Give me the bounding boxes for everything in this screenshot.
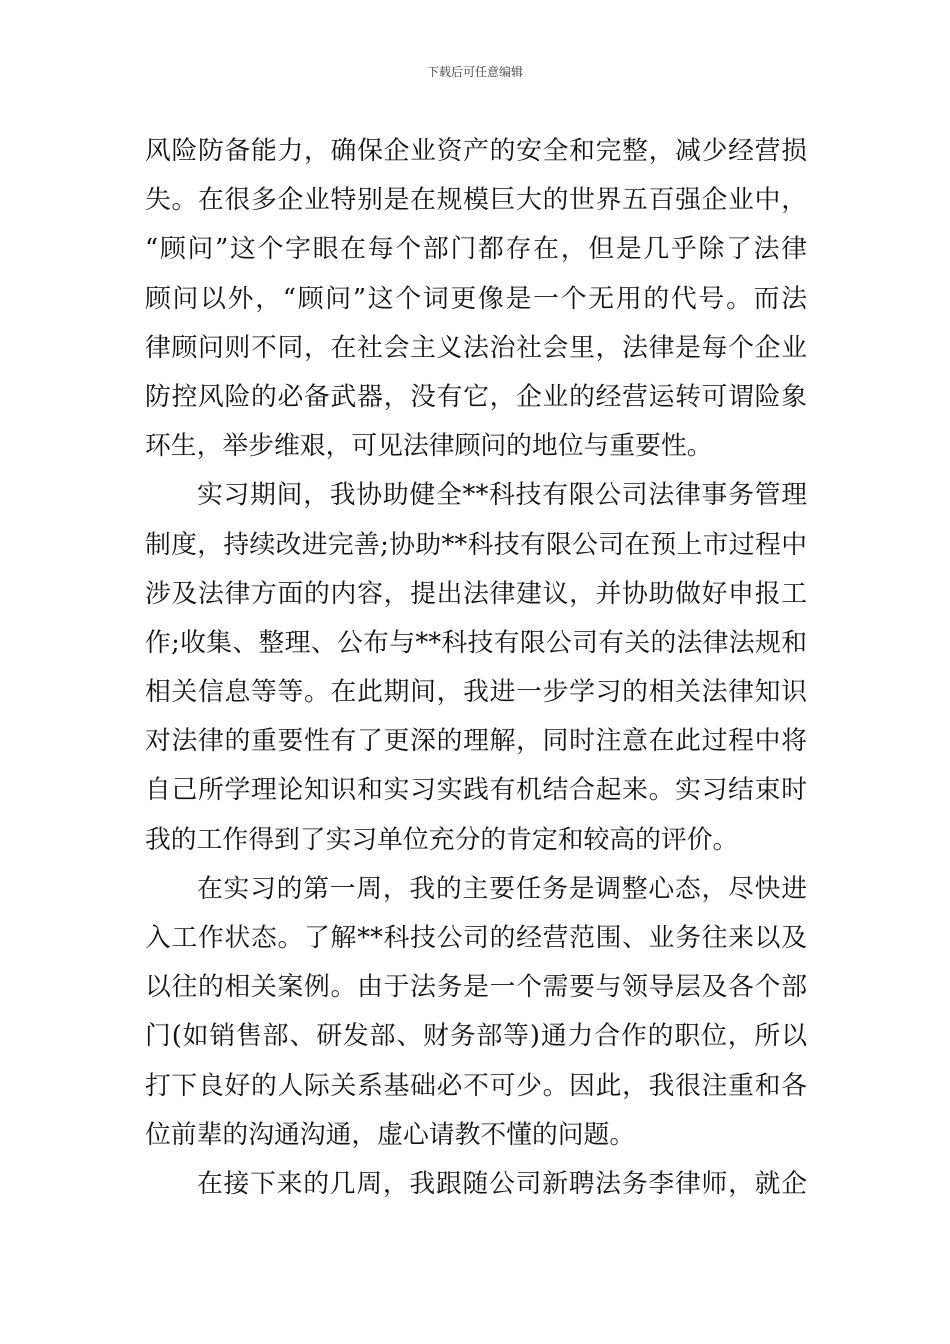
paragraph [145,865,807,1160]
text-line: 作;收集、整理、公布与**科技有限公司有关的法律法规和 [145,627,807,658]
body-text [145,127,807,1209]
text-line: 顾问以外，“顾问”这个词更像是一个无用的代号。而法 [145,283,807,314]
text-line: 自己所学理论知识和实习实践有机结合起来。实习结束时 [145,775,807,806]
page-header: 下载后可任意编辑 [426,65,523,79]
text-line: 风险防备能力，确保企业资产的安全和完整，减少经营损 [145,136,807,166]
text-line: 实习期间，我协助健全**科技有限公司法律事务管理 [197,480,807,511]
text-line: 入工作状态。了解**科技公司的经营范围、业务往来以及 [145,923,807,953]
text-line: 门(如销售部、研发部、财务部等)通力合作的职位，所以 [145,1021,807,1052]
text-line: 环生，举步维艰，可见法律顾问的地位与重要性。 [145,431,713,462]
text-line: 相关信息等等。在此期间，我进一步学习的相关法律知识 [145,677,807,708]
text-line: “顾问”这个字眼在每个部门都存在，但是几乎除了法律 [145,234,807,265]
text-line: 律顾问则不同，在社会主义法治社会里，法律是每个企业 [145,332,807,363]
paragraph [145,1160,807,1209]
text-line: 以往的相关案例。由于法务是一个需要与领导层及各个部 [145,972,807,1003]
paragraph [145,127,807,471]
text-line: 在接下来的几周，我跟随公司新聘法务李律师，就企 [197,1168,807,1199]
text-line: 打下良好的人际关系基础必不可少。因此，我很注重和各 [145,1070,807,1101]
paragraph [145,471,807,865]
text-line: 防控风险的必备武器，没有它，企业的经营运转可谓险象 [145,381,807,412]
text-line: 失。在很多企业特别是在规模巨大的世界五百强企业中， [145,185,807,216]
text-line: 位前辈的沟通沟通，虚心请教不懂的问题。 [145,1119,636,1150]
text-line: 对法律的重要性有了更深的理解，同时注意在此过程中将 [145,726,807,757]
text-line: 我的工作得到了实习单位充分的肯定和较高的评价。 [145,824,739,855]
text-line: 在实习的第一周，我的主要任务是调整心态，尽快进 [197,873,807,904]
text-line: 涉及法律方面的内容，提出法律建议，并协助做好申报工 [145,578,807,609]
text-line: 制度，持续改进完善;协助**科技有限公司在预上市过程中 [145,529,807,560]
